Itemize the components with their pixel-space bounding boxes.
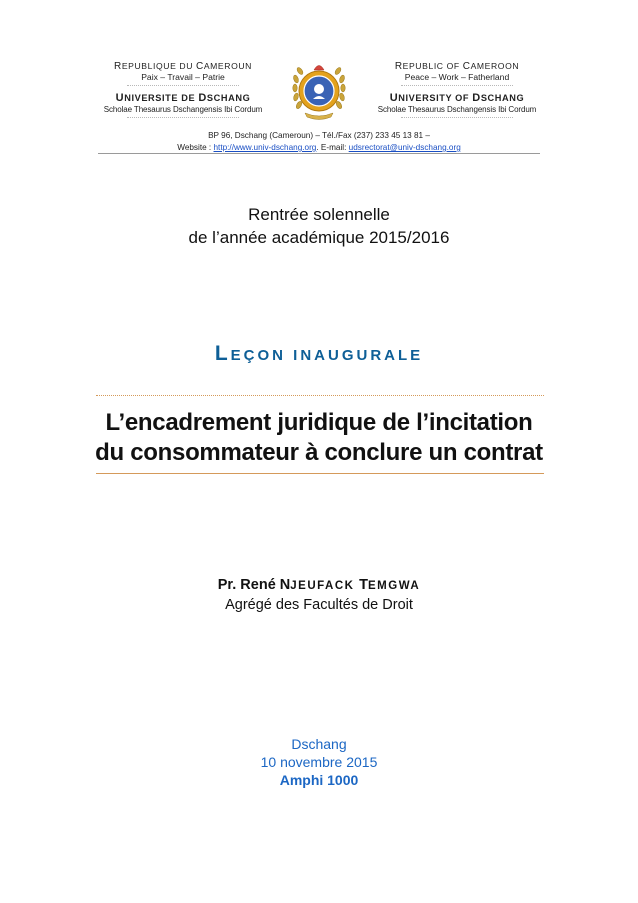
university-emblem [287, 55, 351, 125]
title-line-1: L’encadrement juridique de l’incitation [105, 409, 533, 436]
postal-contact: BP 96, Dschang (Cameroun) – Tél./Fax (237) 233 45 13 81 – [208, 131, 430, 140]
header-right [350, 61, 564, 118]
title-dotted-rule [96, 395, 544, 396]
lecture-title [80, 408, 558, 468]
national-motto-en: Peace – Work – Fatherland [404, 72, 510, 82]
author-rank: Agrégé des Facultés de Droit [225, 597, 413, 613]
city: Dschang [291, 736, 347, 752]
country-name-en: REPUBLIC OF CAMEROON [394, 61, 520, 72]
title-line-2: du consommateur à conclure un contrat [95, 439, 543, 466]
university-name-fr: UNIVERSITE DE DSCHANG [115, 92, 251, 104]
event-line-1: Rentrée solennelle [248, 205, 390, 224]
header-rule [98, 153, 540, 154]
country-name-fr: REPUBLIQUE DU CAMEROUN [114, 61, 252, 72]
title-underline [96, 473, 544, 474]
web-contact: Website : http://www.univ-dschang.org. E-mail: udsrectorat@univ-dschang.org [177, 143, 461, 152]
email-link[interactable]: udsrectorat@univ-dschang.org [348, 143, 461, 152]
university-name-en: UNIVERSITY OF DSCHANG [389, 92, 525, 104]
place-date-block [80, 735, 558, 789]
national-motto-fr: Paix – Travail – Patrie [141, 72, 225, 82]
website-link[interactable]: http://www.univ-dschang.org [213, 143, 317, 152]
room: Amphi 1000 [279, 772, 359, 788]
divider [127, 85, 239, 86]
latin-motto-right: Scholae Thesaurus Dschangensis Ibi Cordum [377, 105, 537, 114]
divider [401, 117, 513, 118]
contact-block [100, 130, 538, 154]
lecon-inaugurale-heading: LEÇON INAUGURALE [214, 342, 424, 365]
header-left [78, 61, 288, 118]
date: 10 novembre 2015 [260, 754, 378, 770]
latin-motto-left: Scholae Thesaurus Dschangensis Ibi Cordum [103, 105, 263, 114]
event-line-2: de l’année académique 2015/2016 [188, 228, 450, 247]
author-name: Pr. René NJEUFACK TEMGWA [217, 577, 421, 593]
divider [401, 85, 513, 86]
event-heading [80, 203, 558, 249]
divider [127, 117, 239, 118]
